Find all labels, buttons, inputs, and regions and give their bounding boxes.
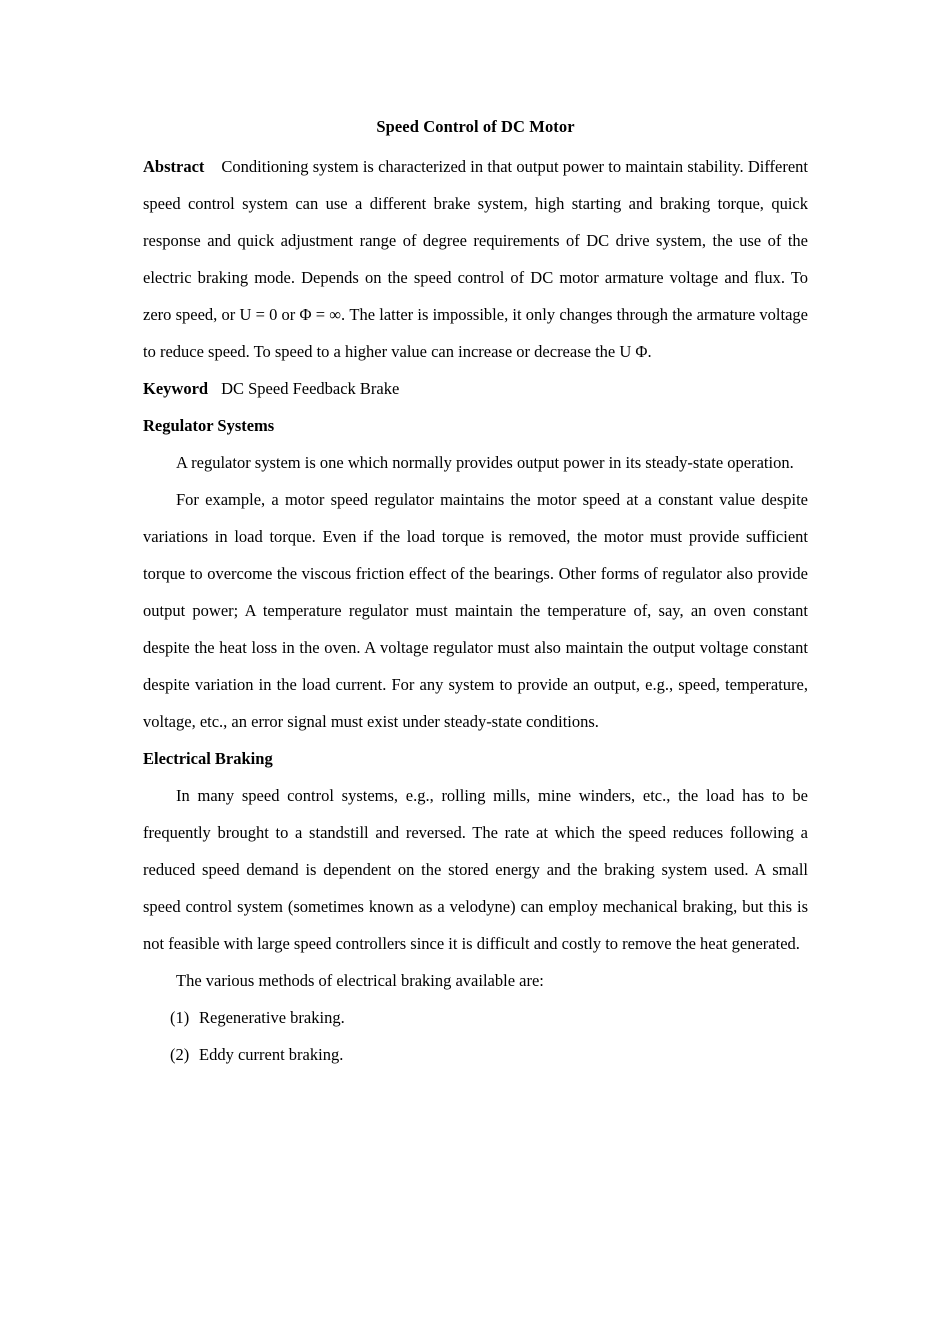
- regulator-systems-paragraph-1: A regulator system is one which normally provides output power in its steady-state operation.: [176, 453, 794, 472]
- list-item-text: Regenerative braking.: [199, 1008, 345, 1027]
- abstract-paragraph: [143, 148, 808, 370]
- page-title: Speed Control of DC Motor: [376, 117, 575, 136]
- abstract-label: Abstract: [143, 157, 205, 176]
- electrical-braking-paragraph-1: In many speed control systems, e.g., rolling mills, mine winders, etc., the load has to be frequently brought to a standstill and reversed. The rate at which the speed reduces following a reduced speed demand is dependent on the stored energy and the braking system used. A small speed control system (sometimes known as a velodyne) can employ mechanical braking, but this is not feasible with large speed controllers since it is difficult and costly to remove the heat generated.: [143, 786, 808, 953]
- list-item-number: (1): [170, 1008, 190, 1027]
- list-item: [143, 1036, 808, 1073]
- document-body: [143, 112, 808, 1073]
- abstract-text: Conditioning system is characterized in that output power to maintain stability. Different speed control system can use a different brake system, high starting and braking torque, quick response and quick adjustment range of degree requirements of DC drive system, the use of the electric braking mode. Depends on the speed control of DC motor armature voltage and flux. To zero speed, or U = 0 or Φ = ∞. The latter is impossible, it only changes through the armature voltage to reduce speed. To speed to a higher value can increase or decrease the U Φ.: [143, 157, 808, 361]
- list-item-number: (2): [170, 1045, 190, 1064]
- electrical-braking-paragraph-2: The various methods of electrical braking available are:: [176, 971, 544, 990]
- keyword-label: Keyword: [143, 379, 209, 398]
- section-heading-electrical-braking: Electrical Braking: [143, 749, 273, 768]
- section-heading-regulator-systems: Regulator Systems: [143, 416, 275, 435]
- keyword-terms: DC Speed Feedback Brake: [221, 379, 400, 398]
- keyword-line: [143, 370, 808, 407]
- regulator-systems-paragraph-2: For example, a motor speed regulator maintains the motor speed at a constant value despite variations in load torque. Even if the load torque is removed, the motor must provide sufficient torque to overcome the viscous friction effect of the bearings. Other forms of regulator also provide output power; A temperature regulator must maintain the temperature of, say, an oven constant despite the heat loss in the oven. A voltage regulator must also maintain the output voltage constant despite variation in the load current. For any system to provide an output, e.g., speed, temperature, voltage, etc., an error signal must exist under steady-state conditions.: [143, 490, 808, 731]
- list-item-text: Eddy current braking.: [199, 1045, 344, 1064]
- list-item: [143, 999, 808, 1036]
